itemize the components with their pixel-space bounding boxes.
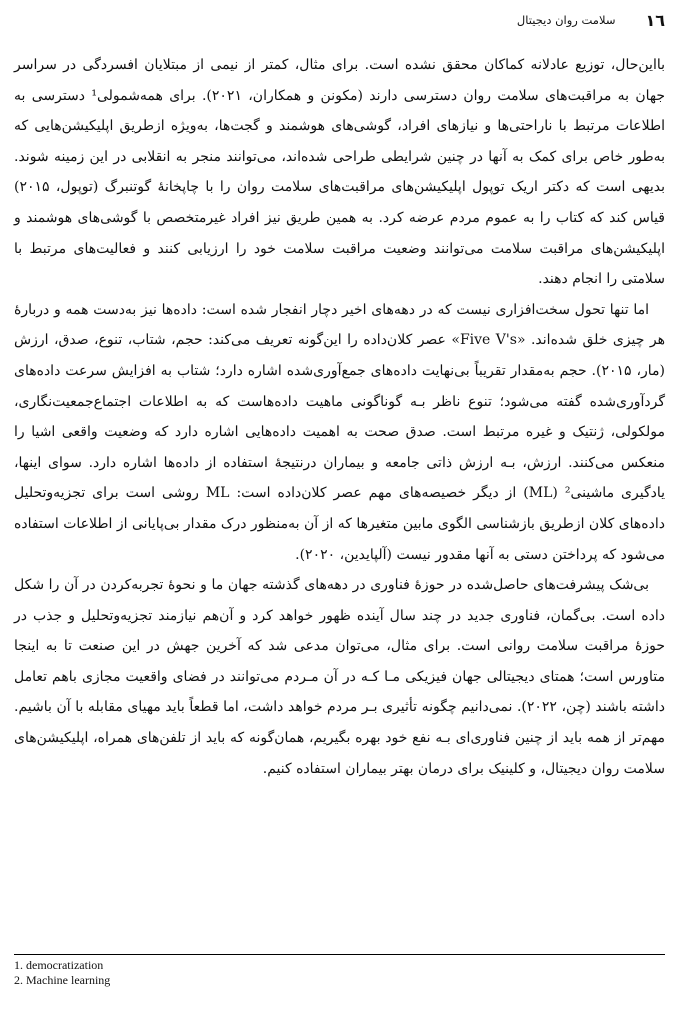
running-header [24, 9, 665, 31]
footnote-divider [14, 954, 665, 955]
paragraph-1: بااین‌حال، توزیع عادلانه کماکان محقق نشده است. برای مثال، کمتر از نیمی از مبتلایان افسردگی در سراسر جهان به مراقبت‌های سلامت روان دسترسی دارند (مکونن و همکاران، ۲۰۲۱). برای همه‌شمولی¹ دسترسی به اطلاعات مرتبط با ناراحتی‌ها و نیازهای افراد، گوشی‌های هوشمند و گجت‌ها، به‌ویژه ازطریق اپلیکیشن‌هایی که به‌طور خاص برای کمک به آنها در چنین شرایطی طراحی شده‌اند، می‌توانند منجر به انقلابی در این زمینه شوند. بدیهی است که دکتر اریک توپول اپلیکیشن‌های مراقبت‌های سلامت روان را با چاپخانهٔ گوتنبرگ (توپول، ۲۰۱۵) قیاس کند که کتاب را به عموم مردم عرضه کرد. به همین طریق نیز افراد غیرمتخصص با گوشی‌های هوشمند و اپلیکیشن‌های مراقبت سلامت می‌توانند وضعیت مراقبت سلامت خود را ارزیابی کنند و فعالیت‌های مرتبط با سلامتی را انجام دهند. [14, 57, 665, 288]
footnote-1: 1. democratization [14, 958, 104, 972]
body-text [14, 50, 665, 784]
footnotes [14, 958, 314, 988]
running-title: سلامت روان دیجیتال [516, 13, 616, 27]
footnote-2: 2. Machine learning [14, 973, 111, 987]
paragraph-3: بی‌شک پیشرفت‌های حاصل‌شده در حوزهٔ فناوری در دهه‌های گذشته جهان ما و نحوهٔ تجربه‌کردن در آن را شکل داده است. بی‌گمان، فناوری جدید در چند سال آینده ظهور خواهد کرد و آن‌هم نیازمند تجزیه‌وتحلیل و جذب در حوزهٔ مراقبت سلامت روانی است. برای مثال، می‌توان مدعی شد که آخرین جهش در این صنعت تا به اینجا متاورس است؛ همتای دیجیتالی جهان فیزیکی مـا کـه در آن مـردم می‌توانند در فضای واقعیت مجازی باهم تعامل داشته باشند (چن، ۲۰۲۲). نمی‌دانیم چگونه تأثیری بـر مردم خواهد داشت، اما قطعاً باید مهیای مقابله با آن باشیم. مهم‌تر از همه باید از چنین فناوری‌ای بـه نفع خود بهره بگیریم، همان‌گونه که باید از تلفن‌های همراه، اپلیکیشن‌های سلامت روان دیجیتال، و کلینیک برای درمان بهتر بیماران استفاده کنیم. [14, 577, 665, 777]
paragraph-2: اما تنها تحول سخت‌افزاری نیست که در دهه‌های اخیر دچار انفجار شده است: داده‌ها نیز به‌دست همه و دربارهٔ هر چیزی خلق شده‌اند. «Five V's» عصر کلان‌داده را این‌گونه تعریف می‌کند: حجم، شتاب، تنوع، صدق، ارزش (مار، ۲۰۱۵). حجم به‌مقدار تقریباً بی‌نهایت داده‌های جمع‌آوری‌شده اشاره دارد؛ شتاب به افزایش سرعت داده‌های گردآوری‌شده گفته می‌شود؛ تنوع ناظر بـه گوناگونی ماهیت داده‌هاست که به اطلاعات اجتماع‌جمعیت‌نگاری، مولکولی، ژنتیک و غیره مرتبط است. صدق صحت به اهمیت داده‌هایی اشاره دارد که وضعیت واقعی اشیا را منعکس می‌کنند. ارزش، بـه ارزش ذاتی جامعه و بیماران درنتیجهٔ استفاده از داده‌ها اشاره دارد. سوای اینها، یادگیری ماشینی² (ML) از دیگر خصیصه‌های مهم عصر کلان‌داده است: ML روشی است برای تجزیه‌وتحلیل داده‌های کلان ازطریق بازشناسی الگوی مابین متغیرها که از آن به‌منظور درک مقدار بی‌پایانی از اطلاعات استفاده می‌شود که پرداختن دستی به آنها مقدور نیست (آلپایدین، ۲۰۲۰). [14, 301, 666, 563]
page-number: ١٦ [645, 10, 665, 30]
